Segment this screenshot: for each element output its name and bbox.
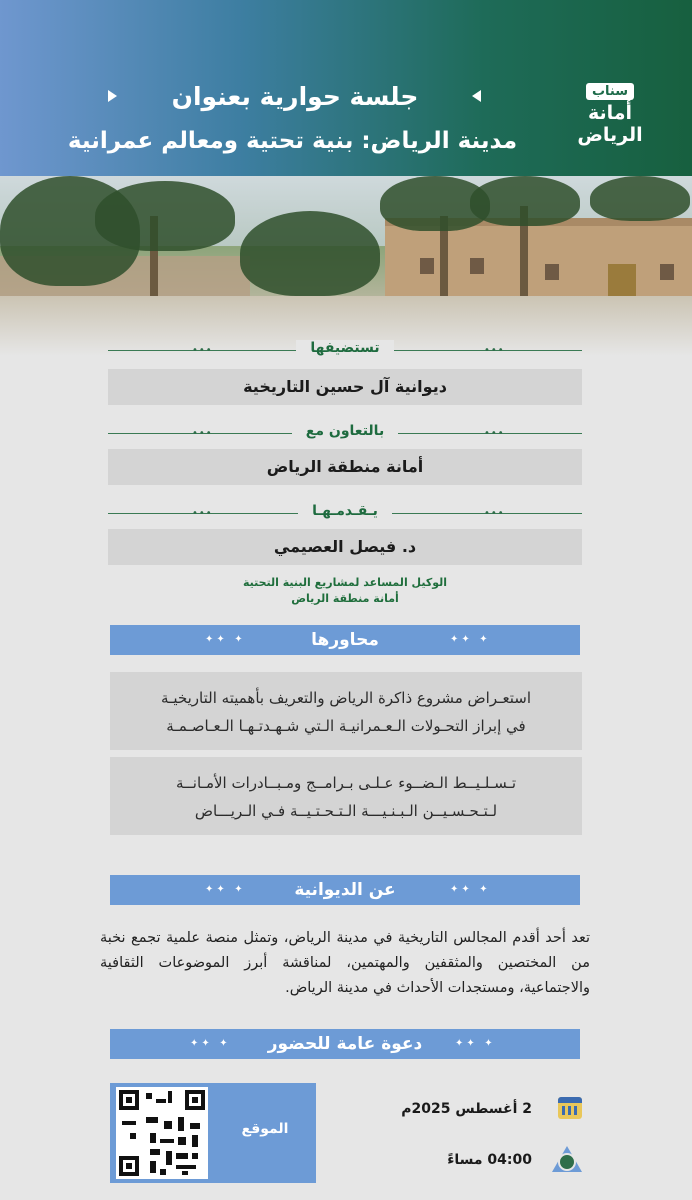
- qr-module: [146, 1117, 158, 1123]
- divider-dots: •••: [192, 345, 213, 356]
- sparkle-icon: ✦ ✦✦: [455, 1038, 496, 1049]
- divider-dots: •••: [484, 428, 505, 439]
- qr-module: [156, 1099, 166, 1103]
- qr-module: [150, 1133, 156, 1143]
- divider-dots: •••: [192, 508, 213, 519]
- qr-module: [192, 1153, 198, 1159]
- topics-title-bar: [110, 625, 580, 655]
- building-window: [545, 264, 559, 280]
- qr-module: [130, 1133, 136, 1139]
- sparkle-icon: ✦ ✦✦: [190, 1038, 231, 1049]
- event-time: 04:00 مساءً: [447, 1152, 532, 1168]
- building-window: [420, 258, 434, 274]
- qr-finder: [119, 1156, 139, 1176]
- qr-finder: [119, 1090, 139, 1110]
- palm-tree: [95, 181, 235, 251]
- diwaniya-photo: [0, 176, 692, 356]
- qr-finder: [185, 1090, 205, 1110]
- qr-module: [190, 1123, 200, 1129]
- location-qr-card[interactable]: [110, 1083, 316, 1183]
- topic-item-2: [110, 757, 582, 835]
- topic-item-1: [110, 672, 582, 750]
- presenter-role-line2: أمانة منطقة الرياض: [291, 592, 399, 605]
- sparkle-icon: ✦ ✦✦: [205, 884, 246, 895]
- qr-module: [176, 1153, 188, 1159]
- qr-module: [150, 1149, 160, 1155]
- topic-2-line1: تـسـلـيــط الـضــوء عـلـى بـرامــج ومـبــادرات الأمـانــة: [175, 774, 517, 792]
- qr-module: [122, 1121, 136, 1125]
- left-arrow-icon: [108, 90, 117, 102]
- host-name: ديوانية آل حسين التاريخية: [243, 377, 447, 396]
- host-name-box: [108, 369, 582, 405]
- about-title-bar: [110, 875, 580, 905]
- presenter-role-line1: الوكيل المساعد لمشاريع البنية التحتية: [242, 576, 448, 589]
- qr-module: [178, 1137, 186, 1145]
- presenter-role: [230, 575, 460, 607]
- palm-tree: [240, 211, 380, 296]
- divider-dots: •••: [192, 428, 213, 439]
- sparkle-icon: ✦ ✦✦: [205, 634, 246, 645]
- building-window: [470, 258, 484, 274]
- invitation-title-bar: [110, 1029, 580, 1059]
- riyadh-municipality-logo: [560, 80, 660, 160]
- qr-module: [164, 1121, 172, 1129]
- sparkle-icon: ✦ ✦✦: [450, 884, 491, 895]
- invitation-title: دعوة عامة للحضور: [267, 1034, 423, 1054]
- presenter-label: يـقـدمـهـا: [298, 503, 392, 519]
- qr-module: [150, 1161, 156, 1173]
- presenter-name: د. فيصل العصيمي: [273, 537, 417, 556]
- snapchat-badge: سناب: [586, 83, 634, 100]
- topic-1-line1: استعـراض مشروع ذاكرة الرياض والتعريف بأهميته التاريخيـة: [160, 689, 532, 707]
- qr-module: [166, 1151, 172, 1165]
- topic-2-line2: لـتـحـسـيــن الـبـنـيـــة الـتـحـتـيــة فـي الـريـــاض: [194, 802, 498, 820]
- qr-module: [182, 1171, 188, 1175]
- divider-dots: •••: [484, 345, 505, 356]
- building-door: [608, 264, 636, 298]
- qr-module: [168, 1091, 172, 1103]
- about-description: تعد أحد أقدم المجالس التاريخية في مدينة الرياض، وتمثل منصة علمية تجمع نخبة من المختصين والمثقفين والمهتمين، لمناقشة أبرز الموضوعات الثقافية والاجتماعية، ومستجدات الأحداث في مدينة الرياض.: [100, 930, 590, 996]
- calendar-icon: [558, 1097, 582, 1119]
- logo-text-line2: الرياض: [577, 124, 643, 146]
- location-label[interactable]: الموقع: [241, 1121, 289, 1137]
- header-title-line1: جلسة حوارية بعنوان: [171, 82, 419, 111]
- about-title: عن الديوانية: [294, 880, 396, 900]
- header-banner: [0, 0, 692, 176]
- topics-title: محاورها: [311, 630, 379, 650]
- right-arrow-icon: [472, 90, 481, 102]
- divider-dots: •••: [484, 508, 505, 519]
- presenter-label-row: [108, 503, 582, 523]
- palm-tree: [470, 176, 580, 226]
- qr-module: [146, 1093, 152, 1099]
- qr-module: [160, 1139, 174, 1143]
- qr-module: [160, 1169, 166, 1175]
- partner-label: بالتعاون مع: [292, 423, 398, 439]
- partner-name: أمانة منطقة الرياض: [266, 457, 424, 476]
- location-qr-code[interactable]: [116, 1087, 208, 1179]
- palm-tree: [590, 176, 690, 221]
- building-window: [660, 264, 674, 280]
- presenter-name-box: [108, 529, 582, 565]
- partner-name-box: [108, 449, 582, 485]
- topic-1-line2: في إبراز التحـولات الـعـمرانيـة الـتي شـهـدتـهـا الـعـاصـمـة: [166, 717, 526, 735]
- sparkle-icon: ✦ ✦✦: [450, 634, 491, 645]
- logo-text-line1: أمانة: [587, 102, 633, 124]
- clock-face: [558, 1153, 576, 1171]
- event-date: 2 أغسطس 2025م: [401, 1101, 532, 1117]
- partner-label-row: [108, 423, 582, 443]
- qr-module: [176, 1165, 196, 1169]
- qr-module: [192, 1135, 198, 1147]
- hosted-by-label: تستضيفها: [296, 340, 393, 356]
- qr-module: [178, 1117, 184, 1131]
- hosted-by-label-row: [108, 340, 582, 360]
- event-date-row: [350, 1097, 582, 1125]
- event-time-row: [350, 1148, 582, 1176]
- header-title-line2: مدينة الرياض: بنية تحتية ومعالم عمرانية: [67, 128, 518, 154]
